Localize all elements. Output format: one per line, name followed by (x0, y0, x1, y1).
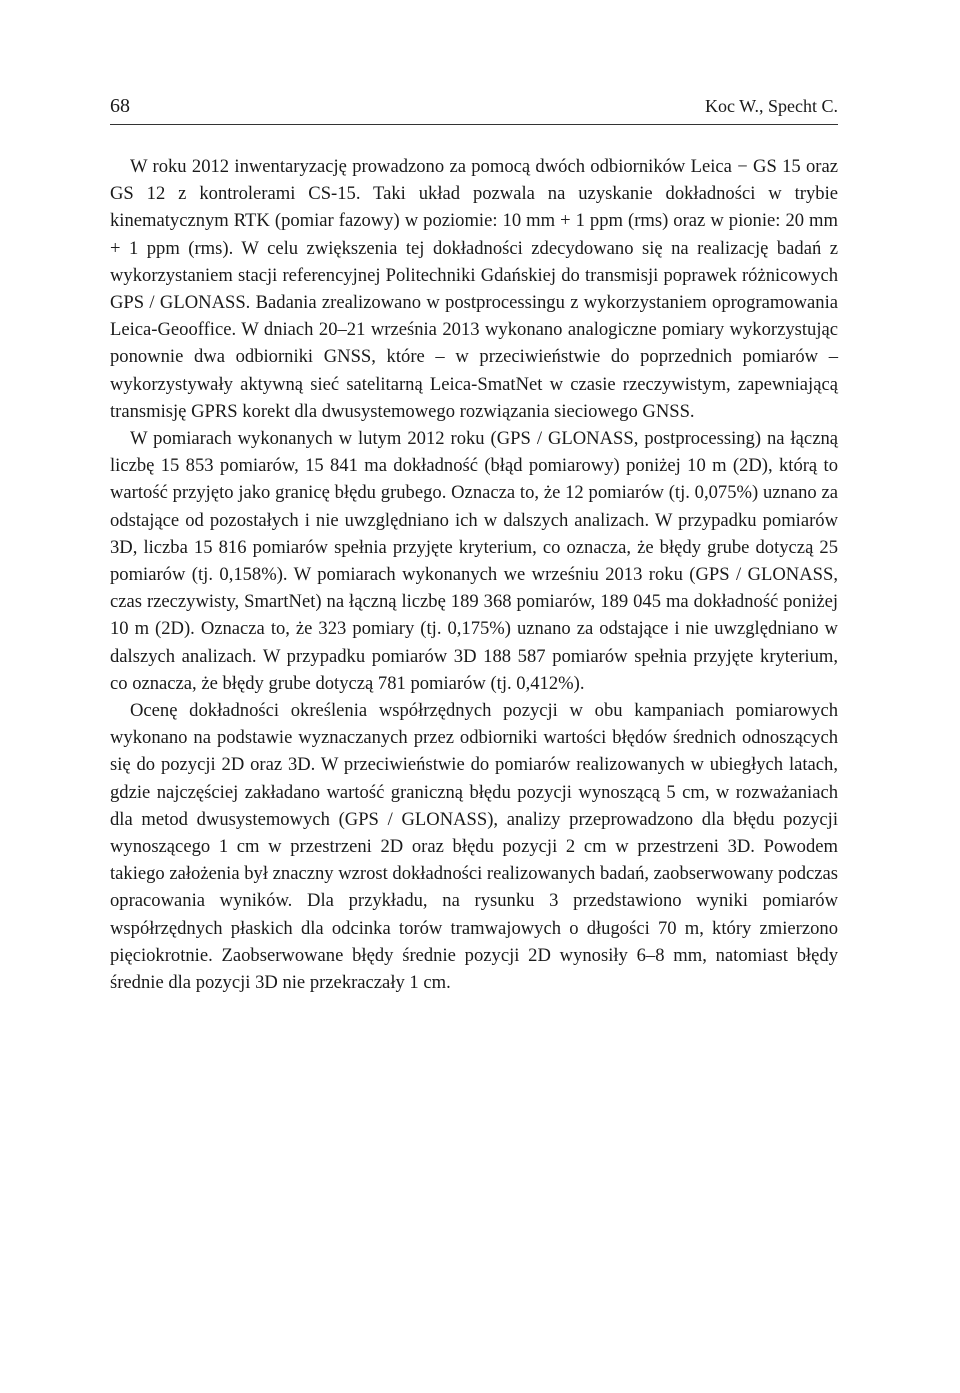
body-text (110, 153, 838, 996)
page-number: 68 (110, 95, 130, 117)
running-header (110, 92, 838, 125)
paragraph-accuracy-assessment: Ocenę dokładności określenia współrzędnych pozycji w obu kampaniach pomiarowych wykonano na podstawie wyznaczanych przez odbiorniki wartości błędów średnich odnoszących się do pozycji 2D oraz 3D. W przeciwieństwie do pomiarów realizowanych w ubiegłych latach, gdzie najczęściej zakładano wartość graniczną błędu pozycji wynoszącą 5 cm, w rozważaniach dla metod dwusystemowych (GPS / GLONASS), analizy przeprowadzono dla błędu pozycji wynoszącego 1 cm w przestrzeni 2D oraz błędu pozycji 2 cm w przestrzeni 3D. Powodem takiego założenia był znaczny wzrost dokładności realizowanych badań, zaobserwowany podczas opracowania wyników. Dla przykładu, na rysunku 3 przedstawiono wyniki pomiarów współrzędnych płaskich dla odcinka torów tramwajowych o długości 70 m, który zmierzono pięciokrotnie. Zaobserwowane błędy średnie pozycji 2D wynosiły 6–8 mm, natomiast błędy średnie dla pozycji 3D nie przekraczały 1 cm. (110, 700, 838, 994)
running-header-authors: Koc W., Specht C. (705, 96, 838, 116)
document-page (110, 92, 838, 996)
paragraph-equipment: W roku 2012 inwentaryzację prowadzono za pomocą dwóch odbiorników Leica − GS 15 oraz GS 12 z kontrolerami CS-15. Taki układ pozwala na uzyskanie dokładności w trybie kinematycznym RTK (pomiar fazowy) w poziomie: 10 mm + 1 ppm (rms) oraz w pionie: 20 mm + 1 ppm (rms). W celu zwiększenia tej dokładności zdecydowano się na realizację badań z wykorzystaniem stacji referencyjnej Politechniki Gdańskiej do transmisji poprawek różnicowych GPS / GLONASS. Badania zrealizowano w postprocessingu z wykorzystaniem oprogramowania Leica-Geooffice. W dniach 20–21 września 2013 wykonano analogiczne pomiary wykorzystując ponownie dwa odbiorniki GNSS, które – w przeciwieństwie do poprzednich pomiarów – wykorzystywały aktywną sieć satelitarną Leica-SmatNet w czasie rzeczywistym, zapewniającą transmisję GPRS korekt dla dwusystemowego rozwiązania sieciowego GNSS. (110, 156, 838, 422)
paragraph-measurement-results: W pomiarach wykonanych w lutym 2012 roku (GPS / GLONASS, postprocessing) na łączną liczbę 15 853 pomiarów, 15 841 ma dokładność (błąd pomiarowy) poniżej 10 m (2D), którą to wartość przyjęto jako granicę błędu grubego. Oznacza to, że 12 pomiarów (tj. 0,075%) uznano za odstające od pozostałych i nie uwzględniano ich w dalszych analizach. W przypadku pomiarów 3D, liczba 15 816 pomiarów spełnia przyjęte kryterium, co oznacza, że błędy grube dotyczą 25 pomiarów (tj. 0,158%). W pomiarach wykonanych we wrześniu 2013 roku (GPS / GLONASS, czas rzeczywisty, SmartNet) na łączną liczbę 189 368 pomiarów, 189 045 ma dokładność poniżej 10 m (2D). Oznacza to, że 323 pomiary (tj. 0,175%) uznano za odstające i nie uwzględniano w dalszych analizach. W przypadku pomiarów 3D 188 587 pomiarów spełnia przyjęte kryterium, co oznacza, że błędy grube dotyczą 781 pomiarów (tj. 0,412%). (110, 428, 838, 694)
